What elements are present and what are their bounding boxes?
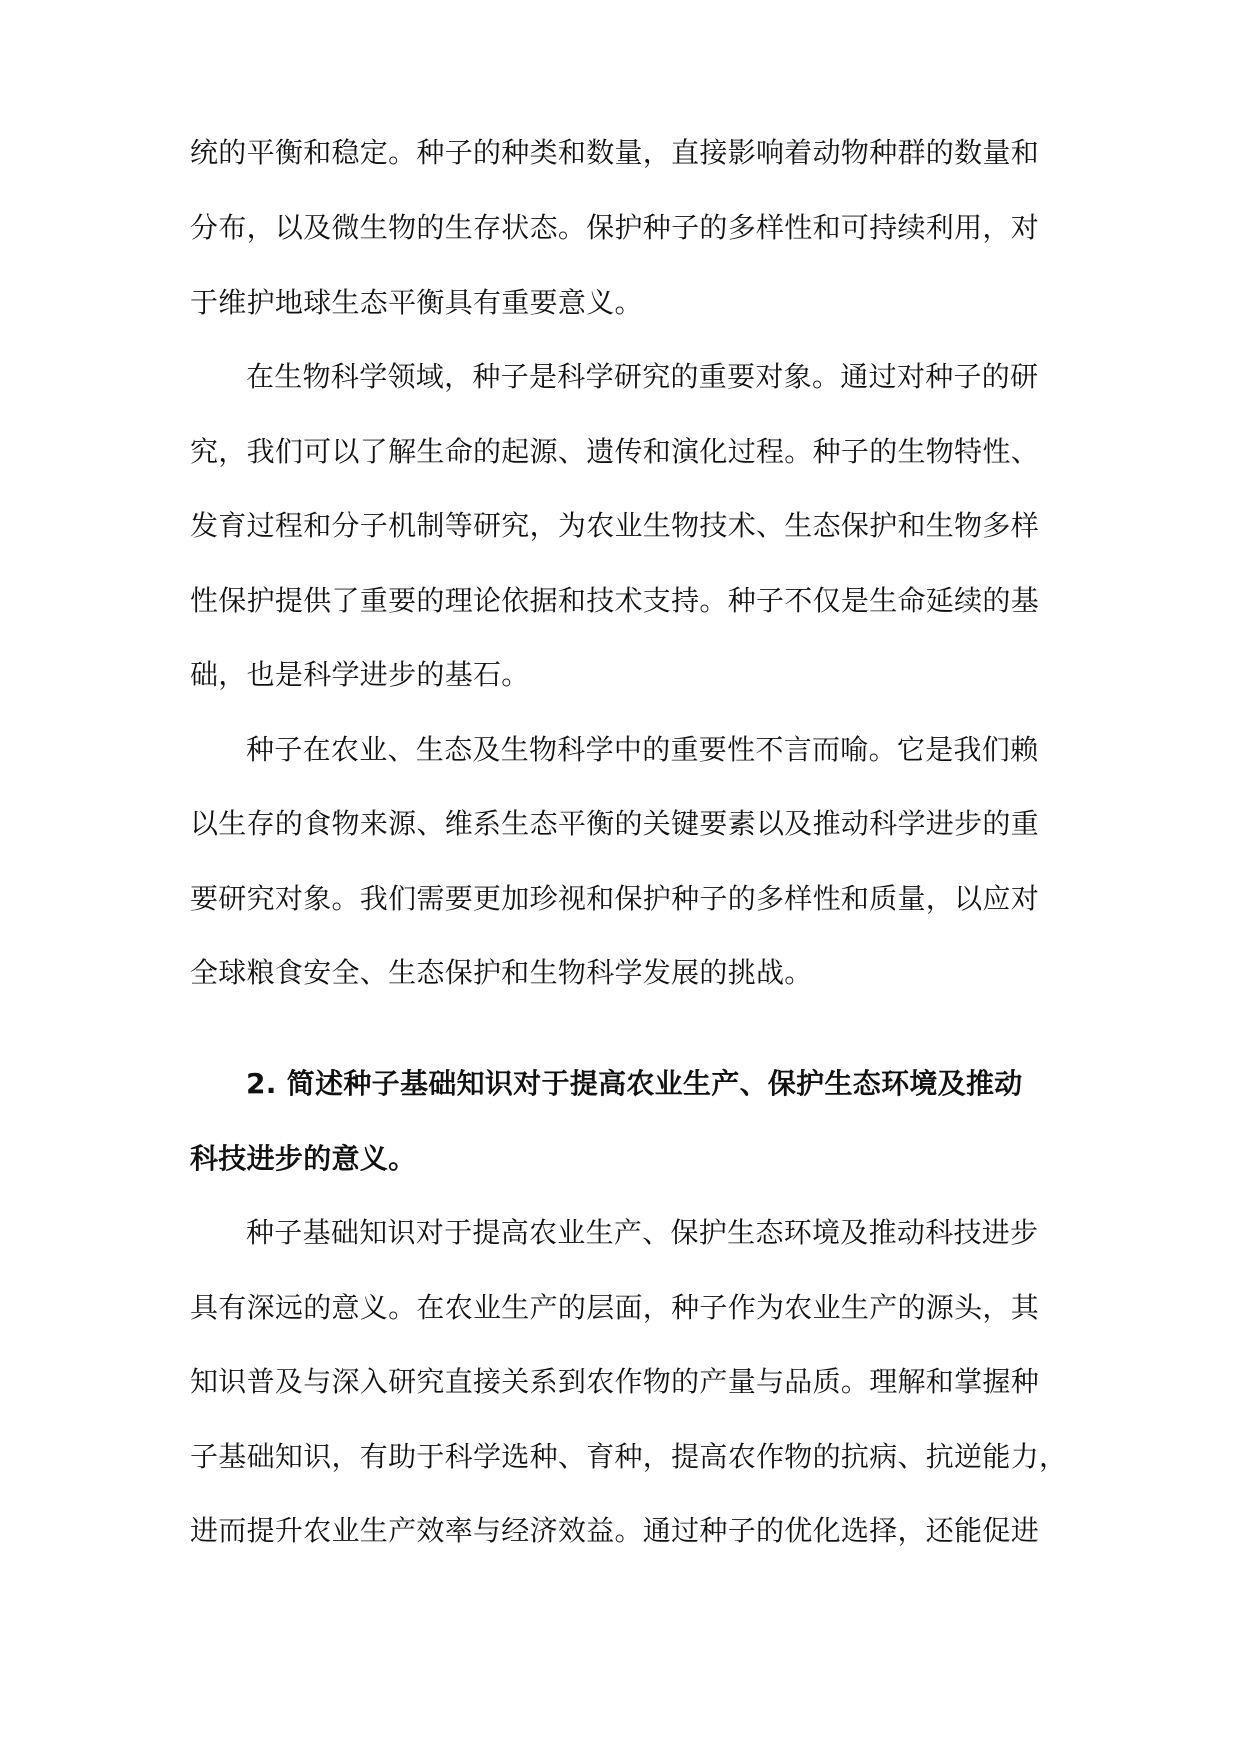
text-line: 知识普及与深入研究直接关系到农作物的产量与品质。理解和掌握种	[190, 1365, 1040, 1398]
text-line: 性保护提供了重要的理论依据和技术支持。种子不仅是生命延续的基	[190, 584, 1040, 617]
text-line: 具有深远的意义。在农业生产的层面，种子作为农业生产的源头，其	[190, 1291, 1040, 1324]
text-line: 在生物科学领域，种子是科学研究的重要对象。通过对种子的研	[246, 360, 1039, 393]
heading-line: 科技进步的意义。	[190, 1142, 417, 1175]
text-line: 分布，以及微生物的生存状态。保护种子的多样性和可持续利用，对	[190, 211, 1040, 244]
text-line: 全球粮食安全、生态保护和生物科学发展的挑战。	[190, 956, 813, 989]
text-line: 种子在农业、生态及生物科学中的重要性不言而喻。它是我们赖	[246, 733, 1039, 766]
text-line: 于维护地球生态平衡具有重要意义。	[190, 286, 643, 319]
text-line: 究，我们可以了解生命的起源、遗传和演化过程。种子的生物特性、	[190, 435, 1040, 468]
text-line: 子基础知识，有助于科学选种、育种，提高农作物的抗病、抗逆能力，	[190, 1440, 1068, 1473]
text-line: 种子基础知识对于提高农业生产、保护生态环境及推动科技进步	[246, 1216, 1039, 1249]
text-line: 进而提升农业生产效率与经济效益。通过种子的优化选择，还能促进	[190, 1514, 1040, 1547]
text-line: 础，也是科学进步的基石。	[190, 658, 530, 691]
text-line: 要研究对象。我们需要更加珍视和保护种子的多样性和质量，以应对	[190, 882, 1040, 915]
text-line: 统的平衡和稳定。种子的种类和数量，直接影响着动物种群的数量和	[190, 136, 1040, 169]
heading-line: 2. 简述种子基础知识对于提高农业生产、保护生态环境及推动	[246, 1067, 1023, 1100]
text-line: 以生存的食物来源、维系生态平衡的关键要素以及推动科学进步的重	[190, 807, 1040, 840]
text-line: 发育过程和分子机制等研究，为农业生物技术、生态保护和生物多样	[190, 509, 1040, 542]
